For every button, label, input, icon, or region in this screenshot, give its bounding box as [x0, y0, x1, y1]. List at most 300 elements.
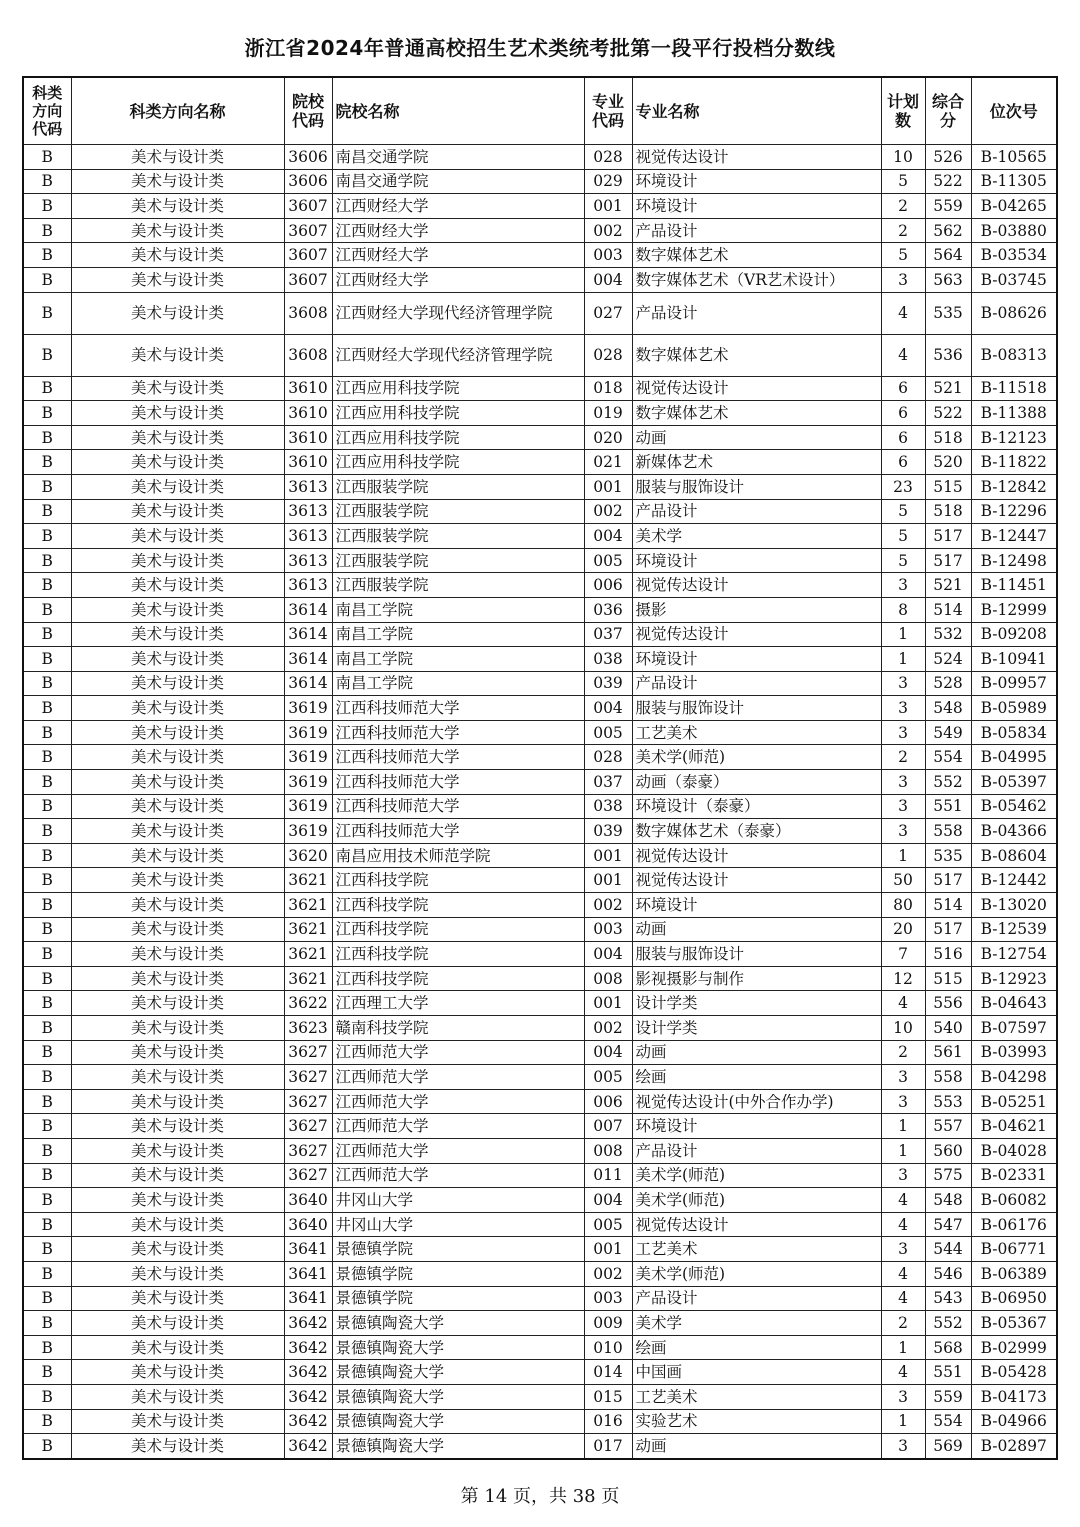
table-row: [23, 194, 1057, 219]
cell-plan-count: 50: [881, 868, 925, 893]
cell-school-name: 井冈山大学: [332, 1212, 584, 1237]
table-row: [23, 1016, 1057, 1041]
cell-category-code: B: [23, 243, 71, 268]
cell-category-name: 美术与设计类: [71, 1016, 284, 1041]
cell-rank: B-12999: [971, 597, 1057, 622]
cell-school-name: 江西科技师范大学: [332, 794, 584, 819]
cell-category-code: B: [23, 1237, 71, 1262]
cell-major-code: 009: [584, 1311, 632, 1336]
cell-major-name: 实验艺术: [632, 1409, 881, 1434]
cell-school-name: 景德镇陶瓷大学: [332, 1335, 584, 1360]
cell-rank: B-08313: [971, 334, 1057, 376]
table-row: [23, 622, 1057, 647]
cell-plan-count: 4: [881, 334, 925, 376]
cell-rank: B-04028: [971, 1138, 1057, 1163]
cell-category-name: 美术与设计类: [71, 267, 284, 292]
cell-category-code: B: [23, 720, 71, 745]
cell-rank: B-06082: [971, 1188, 1057, 1213]
cell-school-name: 江西财经大学现代经济管理学院: [332, 334, 584, 376]
cell-rank: B-02897: [971, 1434, 1057, 1459]
cell-school-code: 3621: [284, 942, 332, 967]
cell-score: 562: [925, 218, 971, 243]
cell-major-code: 028: [584, 334, 632, 376]
cell-category-code: B: [23, 622, 71, 647]
cell-major-code: 004: [584, 942, 632, 967]
cell-major-name: 数字媒体艺术（泰豪）: [632, 819, 881, 844]
cell-category-name: 美术与设计类: [71, 1261, 284, 1286]
cell-major-code: 036: [584, 597, 632, 622]
table-row: [23, 843, 1057, 868]
cell-score: 518: [925, 425, 971, 450]
cell-category-name: 美术与设计类: [71, 991, 284, 1016]
cell-score: 520: [925, 450, 971, 475]
cell-score: 552: [925, 1311, 971, 1336]
cell-major-code: 019: [584, 401, 632, 426]
cell-school-name: 南昌工学院: [332, 597, 584, 622]
table-row: [23, 573, 1057, 598]
cell-category-code: B: [23, 696, 71, 721]
cell-major-name: 影视摄影与制作: [632, 966, 881, 991]
cell-major-code: 017: [584, 1434, 632, 1459]
cell-school-name: 江西科技学院: [332, 893, 584, 918]
cell-category-name: 美术与设计类: [71, 376, 284, 401]
cell-category-name: 美术与设计类: [71, 1237, 284, 1262]
table-row: [23, 647, 1057, 672]
cell-plan-count: 3: [881, 696, 925, 721]
cell-rank: B-11305: [971, 169, 1057, 194]
cell-score: 557: [925, 1114, 971, 1139]
cell-major-name: 美术学: [632, 1311, 881, 1336]
cell-plan-count: 80: [881, 893, 925, 918]
cell-category-code: B: [23, 1311, 71, 1336]
cell-category-name: 美术与设计类: [71, 524, 284, 549]
cell-major-code: 027: [584, 292, 632, 334]
cell-rank: B-09208: [971, 622, 1057, 647]
cell-school-name: 江西科技学院: [332, 942, 584, 967]
header-category-name: 科类方向名称: [71, 77, 284, 145]
cell-major-code: 004: [584, 696, 632, 721]
cell-school-code: 3607: [284, 218, 332, 243]
cell-category-code: B: [23, 1434, 71, 1459]
table-row: [23, 1409, 1057, 1434]
header-category-code: 科类方向代码: [23, 77, 71, 145]
cell-score: 532: [925, 622, 971, 647]
cell-school-name: 江西服装学院: [332, 474, 584, 499]
cell-major-name: 数字媒体艺术: [632, 334, 881, 376]
cell-category-code: B: [23, 893, 71, 918]
cell-major-name: 环境设计（泰豪）: [632, 794, 881, 819]
cell-category-code: B: [23, 597, 71, 622]
cell-school-code: 3613: [284, 548, 332, 573]
cell-category-name: 美术与设计类: [71, 169, 284, 194]
cell-rank: B-04265: [971, 194, 1057, 219]
cell-school-name: 南昌工学院: [332, 622, 584, 647]
cell-major-name: 动画: [632, 1434, 881, 1459]
cell-rank: B-05834: [971, 720, 1057, 745]
cell-score: 544: [925, 1237, 971, 1262]
cell-category-name: 美术与设计类: [71, 450, 284, 475]
cell-rank: B-11518: [971, 376, 1057, 401]
cell-plan-count: 3: [881, 1237, 925, 1262]
table-row: [23, 1089, 1057, 1114]
cell-category-code: B: [23, 548, 71, 573]
table-row: [23, 450, 1057, 475]
cell-school-code: 3627: [284, 1163, 332, 1188]
cell-major-code: 005: [584, 548, 632, 573]
cell-plan-count: 4: [881, 1360, 925, 1385]
cell-score: 569: [925, 1434, 971, 1459]
table-row: [23, 893, 1057, 918]
cell-school-name: 南昌应用技术师范学院: [332, 843, 584, 868]
cell-category-name: 美术与设计类: [71, 401, 284, 426]
cell-school-code: 3607: [284, 267, 332, 292]
cell-plan-count: 5: [881, 548, 925, 573]
cell-score: 548: [925, 696, 971, 721]
cell-school-name: 江西师范大学: [332, 1065, 584, 1090]
cell-score: 516: [925, 942, 971, 967]
cell-category-code: B: [23, 671, 71, 696]
cell-rank: B-02331: [971, 1163, 1057, 1188]
cell-category-code: B: [23, 1089, 71, 1114]
cell-category-name: 美术与设计类: [71, 720, 284, 745]
cell-plan-count: 2: [881, 218, 925, 243]
cell-school-name: 江西财经大学: [332, 243, 584, 268]
cell-category-name: 美术与设计类: [71, 1335, 284, 1360]
cell-rank: B-06950: [971, 1286, 1057, 1311]
cell-rank: B-02999: [971, 1335, 1057, 1360]
cell-plan-count: 5: [881, 499, 925, 524]
cell-major-name: 工艺美术: [632, 1384, 881, 1409]
cell-rank: B-05251: [971, 1089, 1057, 1114]
cell-major-name: 动画（泰豪）: [632, 770, 881, 795]
cell-major-code: 001: [584, 868, 632, 893]
cell-category-code: B: [23, 169, 71, 194]
table-row: [23, 218, 1057, 243]
cell-major-code: 010: [584, 1335, 632, 1360]
cell-category-name: 美术与设计类: [71, 1138, 284, 1163]
cell-category-name: 美术与设计类: [71, 1089, 284, 1114]
cell-category-code: B: [23, 843, 71, 868]
cell-rank: B-03993: [971, 1040, 1057, 1065]
cell-category-name: 美术与设计类: [71, 868, 284, 893]
cell-plan-count: 3: [881, 573, 925, 598]
cell-category-code: B: [23, 991, 71, 1016]
cell-major-code: 020: [584, 425, 632, 450]
cell-school-name: 江西服装学院: [332, 573, 584, 598]
cell-rank: B-04643: [971, 991, 1057, 1016]
cell-major-name: 产品设计: [632, 1286, 881, 1311]
table-row: [23, 145, 1057, 170]
cell-major-name: 摄影: [632, 597, 881, 622]
cell-major-code: 004: [584, 524, 632, 549]
header-rank: 位次号: [971, 77, 1057, 145]
cell-score: 564: [925, 243, 971, 268]
cell-school-name: 江西财经大学现代经济管理学院: [332, 292, 584, 334]
cell-score: 558: [925, 1065, 971, 1090]
cell-major-name: 视觉传达设计(中外合作办学): [632, 1089, 881, 1114]
cell-category-code: B: [23, 267, 71, 292]
cell-category-name: 美术与设计类: [71, 243, 284, 268]
table-row: [23, 1261, 1057, 1286]
cell-school-name: 江西科技师范大学: [332, 720, 584, 745]
cell-plan-count: 3: [881, 1089, 925, 1114]
cell-school-name: 江西科技师范大学: [332, 770, 584, 795]
cell-category-name: 美术与设计类: [71, 474, 284, 499]
cell-plan-count: 3: [881, 1384, 925, 1409]
cell-score: 575: [925, 1163, 971, 1188]
cell-school-code: 3614: [284, 622, 332, 647]
cell-category-code: B: [23, 1188, 71, 1213]
cell-major-code: 004: [584, 267, 632, 292]
cell-major-name: 工艺美术: [632, 1237, 881, 1262]
cell-plan-count: 8: [881, 597, 925, 622]
table-row: [23, 548, 1057, 573]
cell-major-name: 服装与服饰设计: [632, 942, 881, 967]
cell-score: 517: [925, 917, 971, 942]
cell-plan-count: 5: [881, 524, 925, 549]
cell-plan-count: 20: [881, 917, 925, 942]
cell-category-code: B: [23, 573, 71, 598]
cell-school-code: 3627: [284, 1089, 332, 1114]
table-row: [23, 169, 1057, 194]
page-footer: 第 14 页，共 38 页: [460, 1486, 620, 1507]
cell-score: 554: [925, 1409, 971, 1434]
header-major-code: 专业代码: [584, 77, 632, 145]
cell-major-code: 001: [584, 991, 632, 1016]
cell-school-code: 3641: [284, 1237, 332, 1262]
cell-category-code: B: [23, 794, 71, 819]
cell-school-name: 江西服装学院: [332, 524, 584, 549]
cell-category-code: B: [23, 376, 71, 401]
cell-category-code: B: [23, 1409, 71, 1434]
cell-school-name: 赣南科技学院: [332, 1016, 584, 1041]
cell-school-name: 江西科技学院: [332, 966, 584, 991]
cell-major-name: 环境设计: [632, 1114, 881, 1139]
cell-major-code: 028: [584, 145, 632, 170]
cell-major-name: 环境设计: [632, 893, 881, 918]
table-row: [23, 474, 1057, 499]
cell-major-code: 014: [584, 1360, 632, 1385]
cell-major-code: 002: [584, 893, 632, 918]
cell-major-name: 美术学(师范): [632, 1163, 881, 1188]
cell-plan-count: 3: [881, 1163, 925, 1188]
cell-school-code: 3613: [284, 499, 332, 524]
table-row: [23, 794, 1057, 819]
cell-rank: B-04966: [971, 1409, 1057, 1434]
table-row: [23, 1434, 1057, 1459]
table-row: [23, 696, 1057, 721]
cell-category-name: 美术与设计类: [71, 1163, 284, 1188]
cell-major-code: 008: [584, 966, 632, 991]
cell-major-name: 产品设计: [632, 1138, 881, 1163]
cell-plan-count: 1: [881, 1138, 925, 1163]
cell-score: 522: [925, 401, 971, 426]
cell-school-code: 3619: [284, 770, 332, 795]
cell-major-name: 美术学(师范): [632, 1188, 881, 1213]
cell-score: 563: [925, 267, 971, 292]
cell-school-name: 南昌工学院: [332, 647, 584, 672]
cell-major-name: 中国画: [632, 1360, 881, 1385]
cell-major-code: 037: [584, 770, 632, 795]
cell-school-code: 3620: [284, 843, 332, 868]
cell-major-code: 021: [584, 450, 632, 475]
cell-category-code: B: [23, 942, 71, 967]
table-row: [23, 1384, 1057, 1409]
cell-rank: B-06176: [971, 1212, 1057, 1237]
cell-major-name: 视觉传达设计: [632, 843, 881, 868]
cell-school-code: 3642: [284, 1360, 332, 1385]
cell-score: 521: [925, 376, 971, 401]
cell-category-code: B: [23, 334, 71, 376]
cell-category-name: 美术与设计类: [71, 194, 284, 219]
cell-plan-count: 6: [881, 401, 925, 426]
cell-category-name: 美术与设计类: [71, 843, 284, 868]
cell-major-code: 002: [584, 1261, 632, 1286]
table-row: [23, 267, 1057, 292]
cell-major-name: 绘画: [632, 1335, 881, 1360]
table-row: [23, 1114, 1057, 1139]
cell-major-code: 008: [584, 1138, 632, 1163]
cell-school-code: 3642: [284, 1311, 332, 1336]
cell-rank: B-11388: [971, 401, 1057, 426]
cell-category-name: 美术与设计类: [71, 1409, 284, 1434]
cell-rank: B-10941: [971, 647, 1057, 672]
cell-school-name: 江西应用科技学院: [332, 401, 584, 426]
table-row: [23, 425, 1057, 450]
cell-school-code: 3610: [284, 450, 332, 475]
cell-school-code: 3642: [284, 1384, 332, 1409]
cell-school-name: 景德镇学院: [332, 1261, 584, 1286]
cell-score: 548: [925, 1188, 971, 1213]
cell-school-code: 3610: [284, 376, 332, 401]
cell-major-name: 视觉传达设计: [632, 376, 881, 401]
cell-category-code: B: [23, 917, 71, 942]
cell-major-name: 视觉传达设计: [632, 145, 881, 170]
cell-rank: B-06389: [971, 1261, 1057, 1286]
cell-major-code: 039: [584, 819, 632, 844]
cell-category-name: 美术与设计类: [71, 1114, 284, 1139]
cell-major-code: 003: [584, 243, 632, 268]
cell-plan-count: 4: [881, 1212, 925, 1237]
header-major-name: 专业名称: [632, 77, 881, 145]
cell-major-code: 011: [584, 1163, 632, 1188]
cell-major-name: 工艺美术: [632, 720, 881, 745]
cell-score: 518: [925, 499, 971, 524]
cell-school-name: 江西服装学院: [332, 548, 584, 573]
cell-school-code: 3614: [284, 647, 332, 672]
cell-school-code: 3623: [284, 1016, 332, 1041]
cell-school-name: 江西师范大学: [332, 1114, 584, 1139]
cell-rank: B-12754: [971, 942, 1057, 967]
cell-category-code: B: [23, 1335, 71, 1360]
cell-score: 553: [925, 1089, 971, 1114]
cell-category-name: 美术与设计类: [71, 819, 284, 844]
cell-major-name: 设计学类: [632, 1016, 881, 1041]
cell-category-name: 美术与设计类: [71, 1040, 284, 1065]
cell-school-code: 3621: [284, 917, 332, 942]
table-row: [23, 1335, 1057, 1360]
cell-score: 517: [925, 868, 971, 893]
cell-rank: B-08604: [971, 843, 1057, 868]
cell-score: 526: [925, 145, 971, 170]
table-row: [23, 1040, 1057, 1065]
cell-plan-count: 3: [881, 794, 925, 819]
cell-school-code: 3613: [284, 573, 332, 598]
cell-major-name: 数字媒体艺术: [632, 243, 881, 268]
cell-rank: B-04298: [971, 1065, 1057, 1090]
header-school-code: 院校代码: [284, 77, 332, 145]
cell-category-code: B: [23, 474, 71, 499]
table-row: [23, 868, 1057, 893]
cell-category-code: B: [23, 425, 71, 450]
cell-score: 515: [925, 474, 971, 499]
cell-major-name: 视觉传达设计: [632, 1212, 881, 1237]
cell-school-code: 3621: [284, 868, 332, 893]
cell-category-name: 美术与设计类: [71, 696, 284, 721]
cell-school-name: 江西科技师范大学: [332, 819, 584, 844]
cell-category-code: B: [23, 647, 71, 672]
cell-major-code: 004: [584, 1188, 632, 1213]
cell-rank: B-11822: [971, 450, 1057, 475]
cell-rank: B-08626: [971, 292, 1057, 334]
cell-school-name: 南昌交通学院: [332, 145, 584, 170]
cell-school-name: 江西财经大学: [332, 194, 584, 219]
table-row: [23, 1360, 1057, 1385]
cell-category-code: B: [23, 1016, 71, 1041]
cell-category-code: B: [23, 1065, 71, 1090]
cell-score: 559: [925, 1384, 971, 1409]
table-row: [23, 1286, 1057, 1311]
cell-major-name: 数字媒体艺术（VR艺术设计）: [632, 267, 881, 292]
cell-school-code: 3619: [284, 819, 332, 844]
cell-major-name: 环境设计: [632, 548, 881, 573]
cell-rank: B-03534: [971, 243, 1057, 268]
cell-plan-count: 3: [881, 1434, 925, 1459]
cell-school-name: 江西应用科技学院: [332, 376, 584, 401]
cell-plan-count: 10: [881, 145, 925, 170]
cell-plan-count: 2: [881, 1311, 925, 1336]
cell-rank: B-05428: [971, 1360, 1057, 1385]
cell-major-code: 006: [584, 573, 632, 598]
cell-score: 556: [925, 991, 971, 1016]
cell-score: 522: [925, 169, 971, 194]
cell-major-code: 003: [584, 1286, 632, 1311]
cell-rank: B-09957: [971, 671, 1057, 696]
cell-category-name: 美术与设计类: [71, 573, 284, 598]
cell-school-code: 3613: [284, 474, 332, 499]
cell-score: 543: [925, 1286, 971, 1311]
cell-score: 524: [925, 647, 971, 672]
cell-score: 514: [925, 597, 971, 622]
cell-major-code: 037: [584, 622, 632, 647]
cell-major-name: 视觉传达设计: [632, 622, 881, 647]
cell-major-code: 001: [584, 474, 632, 499]
table-row: [23, 292, 1057, 334]
cell-category-name: 美术与设计类: [71, 548, 284, 573]
cell-school-code: 3607: [284, 243, 332, 268]
cell-major-name: 产品设计: [632, 292, 881, 334]
cell-rank: B-04173: [971, 1384, 1057, 1409]
cell-category-name: 美术与设计类: [71, 334, 284, 376]
cell-plan-count: 3: [881, 720, 925, 745]
cell-major-code: 018: [584, 376, 632, 401]
cell-plan-count: 6: [881, 425, 925, 450]
cell-major-name: 美术学(师范): [632, 1261, 881, 1286]
cell-score: 554: [925, 745, 971, 770]
table-row: [23, 966, 1057, 991]
cell-score: 551: [925, 1360, 971, 1385]
cell-plan-count: 2: [881, 745, 925, 770]
